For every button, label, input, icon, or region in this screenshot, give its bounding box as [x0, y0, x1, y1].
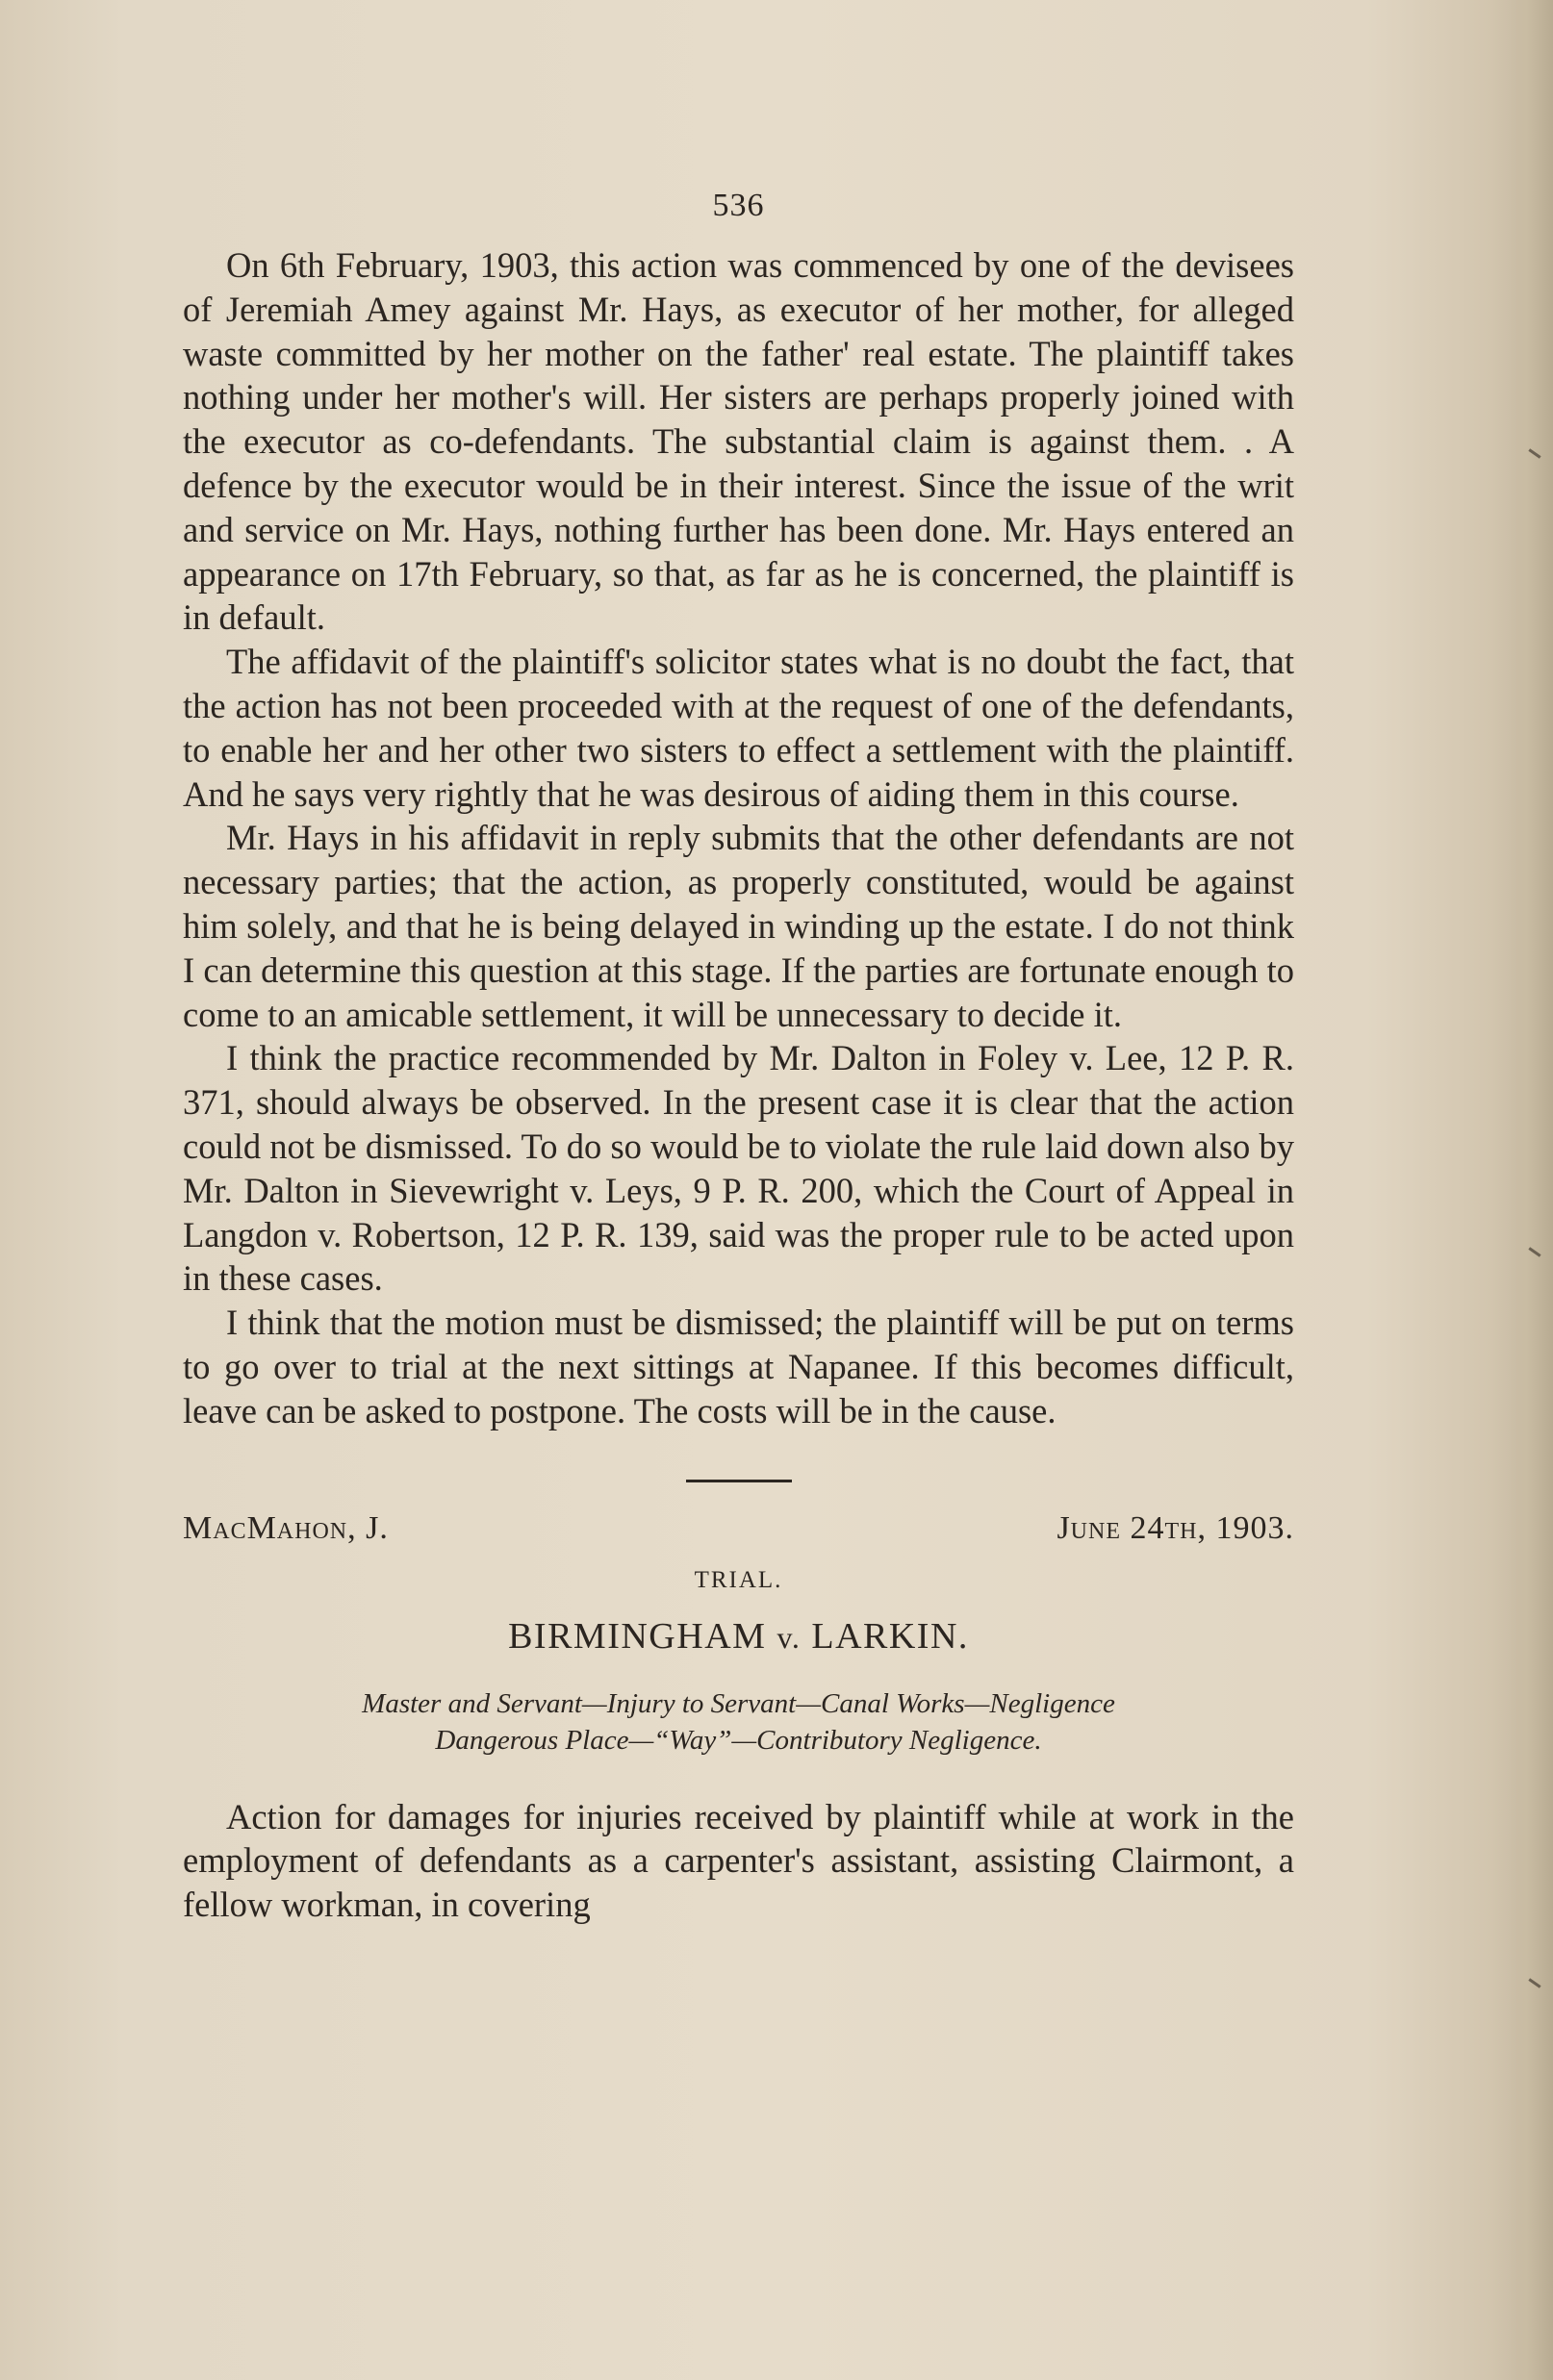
page-edge-shadow [1509, 0, 1553, 2380]
headnote [183, 1685, 1294, 1759]
section-divider [686, 1480, 792, 1482]
page-number: 536 [712, 188, 765, 223]
body-paragraph-3: Mr. Hays in his affidavit in reply submits that the other defendants are not necessary parties; that the action, as properly constituted, would be against him solely, and that he is being delayed in winding up the estate. I do not think I can determine this question at this stage. If the parties are fortunate enough to come to an amicable settlement, it will be unnecessary to decide it. [183, 818, 1294, 1034]
body-paragraph-5: I think that the motion must be dismissed; the plaintiff will be put on terms to go over to trial at the next sittings at Napanee. If this becomes difficult, leave can be asked to postpone. The costs will be in the cause. [183, 1303, 1294, 1431]
case-title [183, 1613, 1294, 1660]
judge-date-line [183, 1507, 1294, 1550]
judge-name: MacMahon, J. [183, 1509, 389, 1546]
page-content [183, 188, 1294, 1927]
judgment-date: June 24th, 1903. [1057, 1509, 1294, 1546]
case-defendant: LARKIN. [811, 1615, 969, 1657]
body-paragraph-4: I think the practice recommended by Mr. Dalton in Foley v. Lee, 12 P. R. 371, should always be observed. In the present case it is clear that the action could not be dismissed. To do so would be to violate the rule laid down also by Mr. Dalton in Sievewright v. Leys, 9 P. R. 200, which the Court of Appeal in Langdon v. Robertson, 12 P. R. 139, said was the proper rule to be acted upon in these cases. [183, 1038, 1294, 1299]
case-plaintiff: BIRMINGHAM [508, 1615, 767, 1657]
headnote-line: Dangerous Place—“Way”—Contributory Negligence. [435, 1724, 1042, 1756]
body-paragraph-1: On 6th February, 1903, this action was commenced by one of the devisees of Jeremiah Amey against Mr. Hays, as executor of her mother, for alleged waste committed by her mother on the father' real estate. The plaintiff takes nothing under her mother's will. Her sisters are perhaps properly joined with the executor as co-defendants. The substantial claim is against them. . A defence by the executor would be in their interest. Since the issue of the writ and service on Mr. Hays, nothing further has been done. Mr. Hays entered an appearance on 17th February, so that, as far as he is concerned, the plaintiff is in default. [183, 245, 1294, 638]
action-paragraph: Action for damages for injuries received by plaintiff while at work in the employment of defendants as a carpenter's assistant, assisting Clairmont, a fellow workman, in covering [183, 1796, 1294, 1925]
body-paragraph-2: The affidavit of the plaintiff's solicitor states what is no doubt the fact, that the action has not been proceeded with at the request of one of the defendants, to enable her and her other two sisters to effect a settlement with the plaintiff. And he says very rightly that he was desirous of aiding them in this course. [183, 642, 1294, 814]
case-versus: v. [776, 1619, 802, 1655]
headnote-line: Master and Servant—Injury to Servant—Canal Works—Negligence [362, 1687, 1115, 1719]
trial-label: TRIAL. [694, 1566, 783, 1593]
